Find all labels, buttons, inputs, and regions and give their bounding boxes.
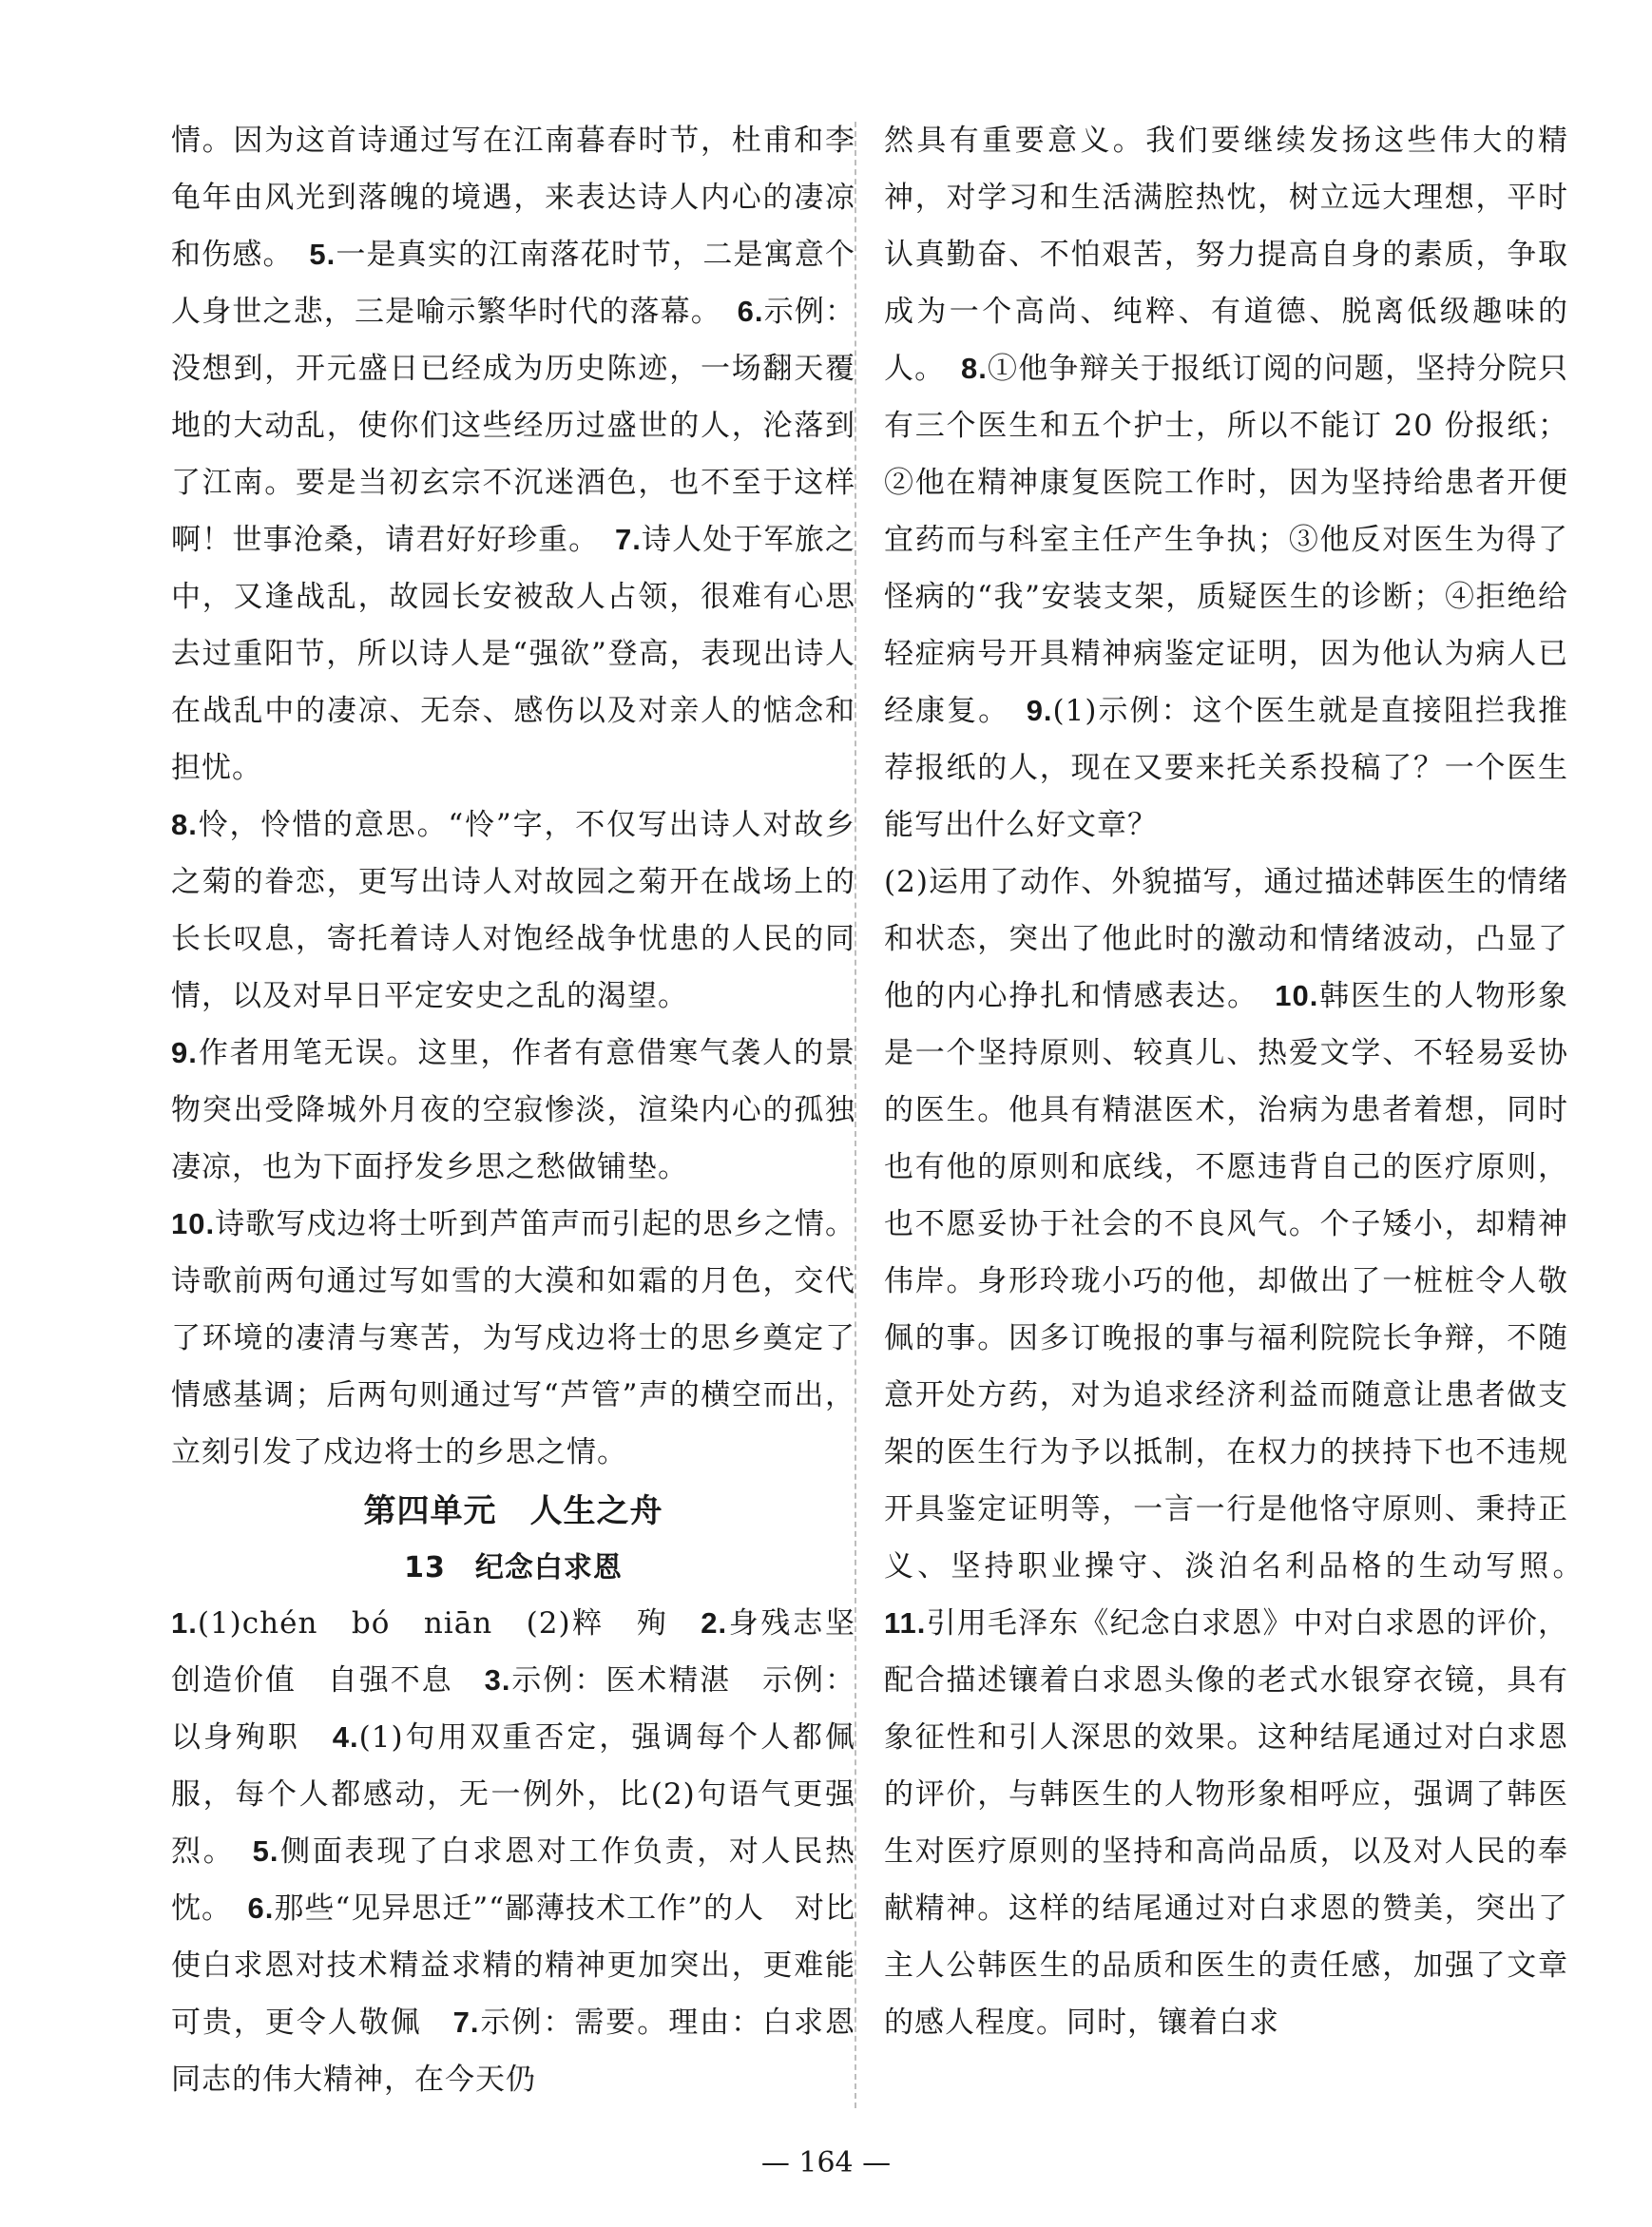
answer-number: 11. xyxy=(884,1606,927,1640)
right-paragraph-1 xyxy=(884,112,1568,854)
answer-text: 示例：医术精湛 示例：以身殉职 xyxy=(171,1663,856,1755)
answer-text: 那些“见异思迁”“鄙薄技术工作”的人 对比 使白求恩对技术精益求精的精神更加突出，更难能可贵，更令人敬佩 xyxy=(171,1891,886,2040)
answer-text: 示例：没想到，开元盛日已经成为历史陈迹，一场翻天覆地的大动乱，使你们这些经历过盛世的人，沦落到了江南。要是当初玄宗不沉迷酒色，也不至于这样啊！世事沧桑，请君好好珍重。 xyxy=(171,295,856,557)
answer-number: 9. xyxy=(1026,694,1053,727)
unit-title: 第四单元 人生之舟 xyxy=(363,1492,663,1530)
answer-text: 诗歌写戍边将士听到芦笛声而引起的思乡之情。诗歌前两句通过写如雪的大漠和如霜的月色，交代了环境的凄清与寒苦，为写戍边将士的思乡奠定了情感基调；后两句则通过写“芦管”声的横空而出，立刻引发了戍边将士的乡思之情。 xyxy=(171,1207,855,1469)
answer-number: 7. xyxy=(452,2006,480,2039)
left-paragraph-2 xyxy=(171,797,855,1025)
answer-text: (1)示例：这个医生就是直接阻拦我推荐报纸的人，现在又要来托关系投稿了？一个医生能写出什么好文章？ xyxy=(884,694,1568,842)
answer-number: 7. xyxy=(614,523,642,556)
answer-text: 作者用笔无误。这里，作者有意借寒气袭人的景物突出受降城外月夜的空寂惨淡，渲染内心的孤独凄凉，也为下面抒发乡思之愁做铺垫。 xyxy=(171,1036,855,1184)
answer-text: ①他争辩关于报纸订阅的问题，坚持分院只有三个医生和五个护士，所以不能订 20 份报纸；②他在精神康复医院工作时，因为坚持给患者开便宜药而与科室主任产生争执；③他反对医生为得了怪病的“我”安装支架，质疑医生的诊断；④拒绝给轻症病号开具精神病鉴定证明，因为他认为病人已经康复。 xyxy=(884,352,1569,728)
answer-number: 8. xyxy=(171,808,198,841)
answer-text: 侧面表现了白求恩对工作负责，对人民热忱。 xyxy=(171,1834,856,1926)
answer-text: (1)chén bó niān (2)粹 殉 xyxy=(197,1606,701,1641)
answer-text: 韩医生的人物形象是一个坚持原则、较真儿、热爱文学、不轻易妥协的医生。他具有精湛医术，治病为患者着想，同时也有他的原则和底线，不愿违背自己的医疗原则，也不愿妥协于社会的不良风气。个子矮小，却精神伟岸。身形玲珑小巧的他，却做出了一桩桩令人敬佩的事。因多订晚报的事与福利院院长争辩，不随意开处方药，对为追求经济利益而随意让患者做支架的医生行为予以抵制，在权力的挟持下也不违规开具鉴定证明等，一言一行是他恪守原则、秉持正义、坚持职业操守、淡泊名利品格的生动写照。 xyxy=(884,979,1599,1584)
left-column xyxy=(171,112,886,2108)
answer-number: 5. xyxy=(309,238,336,271)
answer-number: 10. xyxy=(171,1207,216,1240)
answer-number: 3. xyxy=(484,1663,511,1697)
left-paragraph-4 xyxy=(171,1196,855,1481)
page-number: — 164 — xyxy=(760,2146,892,2179)
answer-number: 4. xyxy=(332,1720,359,1754)
answer-text: 怜，怜惜的意思。“怜”字，不仅写出诗人对故乡之菊的眷恋，更写出诗人对故园之菊开在战场上的长长叹息，寄托着诗人对饱经战争忧患的人民的同情，以及对早日平定安史之乱的渴望。 xyxy=(171,808,855,1013)
answer-text: 示例：需要。理由：白求恩同志的伟大精神，在今天仍 xyxy=(171,2006,856,2097)
answer-number: 8. xyxy=(961,352,988,385)
answer-number: 9. xyxy=(171,1036,198,1069)
answer-text: 身残志坚创造价值 自强不息 xyxy=(171,1606,856,1698)
column-divider xyxy=(855,122,856,2108)
answer-text: 然具有重要意义。我们要继续发扬这些伟大的精神，对学习和生活满腔热忱，树立远大理想，平时认真勤奋、不怕艰苦，努力提高自身的素质，争取成为一个高尚、纯粹、有道德、脱离低级趣味的人。 xyxy=(884,124,1568,386)
right-paragraph-2 xyxy=(884,854,1599,2051)
left-paragraph-1 xyxy=(171,112,855,797)
answer-number: 1. xyxy=(171,1606,198,1640)
answer-text: 诗人处于军旅之中，又逢战乱，故园长安被敌人占领，很难有心思去过重阳节，所以诗人是“强欲”登高，表现出诗人在战乱中的凄凉、无奈、感伤以及对亲人的惦念和担忧。 xyxy=(171,523,856,785)
answer-number: 6. xyxy=(737,295,764,328)
left-paragraph-5 xyxy=(171,1595,886,2108)
answer-text: 一是真实的江南落花时节，二是寓意个人身世之悲，三是喻示繁华时代的落幕。 xyxy=(171,238,855,329)
answer-text: 引用毛泽东《纪念白求恩》中对白求恩的评价，配合描述镶着白求恩头像的老式水银穿衣镜，具有象征性和引人深思的效果。这种结尾通过对白求恩的评价，与韩医生的人物形象相呼应，强调了韩医生对医疗原则的坚持和高尚品质，以及对人民的奉献精神。这样的结尾通过对白求恩的赞美，突出了主人公韩医生的品质和医生的责任感，加强了文章的感人程度。同时，镶着白求 xyxy=(884,1606,1568,2040)
left-paragraph-3 xyxy=(171,1025,855,1196)
right-column xyxy=(884,112,1599,2051)
answer-number: 2. xyxy=(701,1606,728,1640)
answer-text: (1)句用双重否定，强调每个人都佩服，每个人都感动，无一例外，比(2)句语气更强烈。 xyxy=(171,1720,855,1869)
answer-number: 10. xyxy=(1275,979,1319,1012)
answer-number: 5. xyxy=(252,1834,279,1868)
lesson-title: 13 纪念白求恩 xyxy=(404,1551,623,1584)
answer-text: 情。因为这首诗通过写在江南暮春时节，杜甫和李龟年由风光到落魄的境遇，来表达诗人内心的凄凉和伤感。 xyxy=(171,124,855,272)
answer-number: 6. xyxy=(247,1891,275,1925)
answer-text: (2)运用了动作、外貌描写，通过描述韩医生的情绪和状态，突出了他此时的激动和情绪波动，凸显了他的内心挣扎和情感表达。 xyxy=(884,865,1568,1013)
